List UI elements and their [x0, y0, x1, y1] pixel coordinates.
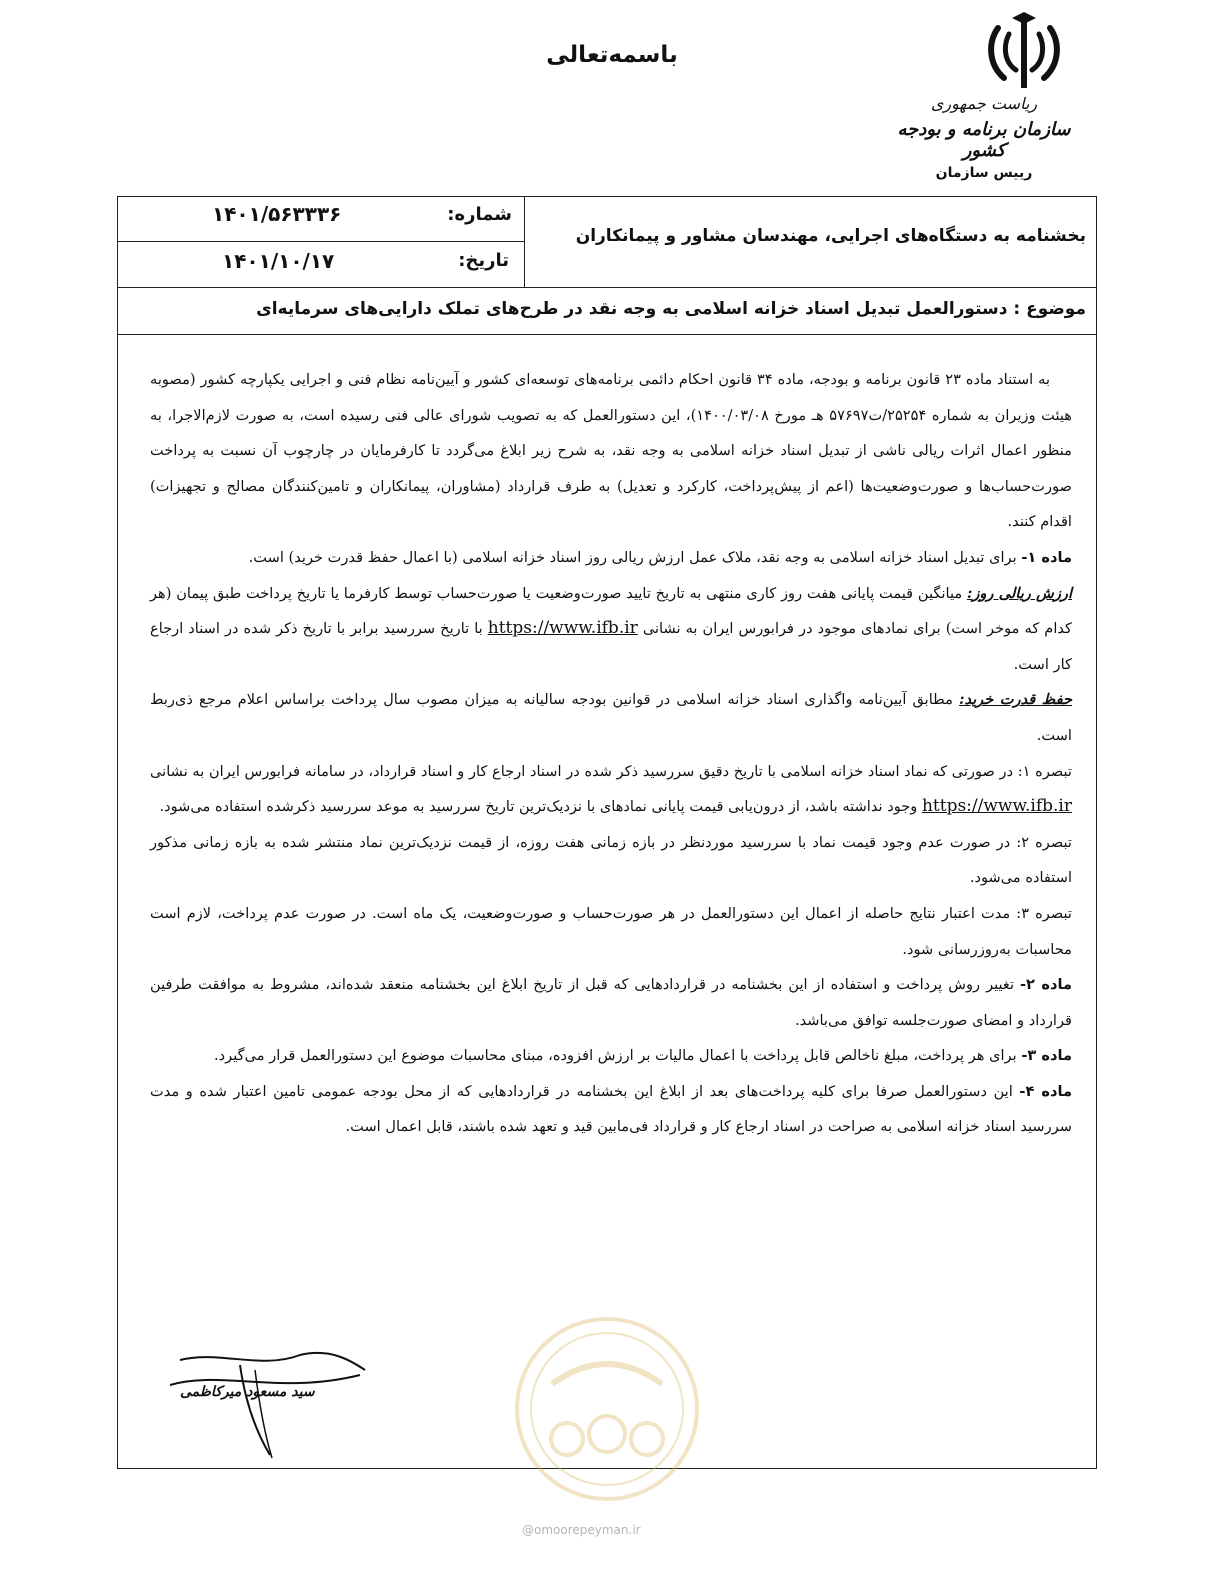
definition-rial-value-text: میانگین قیمت پایانی هفت روز کاری منتهی به تاریخ تایید صورت‌وضعیت یا صورت‌حساب توسط کارفرما یا تاریخ پرداخت طبق پیمان (هر کدام که موخر است) برای نمادهای موجود در فرابورس ایران به نشانی	[150, 584, 1072, 638]
date-value: ۱۴۰۱/۱۰/۱۷	[222, 249, 335, 273]
article-2-text: تغییر روش پرداخت و استفاده از این بخشنامه در قراردادهایی که قبل از تاریخ ابلاغ این بخشنامه منعقد شده‌اند، مشروط به موافقت طرفین قرارداد و امضای صورت‌جلسه توافق می‌باشد.	[150, 976, 1072, 1029]
article-2	[150, 967, 1072, 1038]
article-3	[150, 1038, 1072, 1074]
article-2-label: ماده ۲-	[1019, 976, 1072, 994]
definition-rial-value-term: ارزش ریالی روز:	[966, 584, 1072, 602]
ifb-link-2[interactable]: https://www.ifb.ir	[921, 796, 1072, 817]
date-label: تاریخ:	[458, 250, 509, 271]
note-2: تبصره ۲: در صورت عدم وجود قیمت نماد با سررسید موردنظر در بازه زمانی هفت روزه، از قیمت نزدیک‌ترین نماد منتشر شده به بازه زمانی مذکور استفاده می‌شود.	[150, 833, 1072, 887]
signature-icon	[160, 1340, 380, 1460]
intro-paragraph: به استناد ماده ۲۳ قانون برنامه و بودجه، ماده ۳۴ قانون احکام دائمی برنامه‌های توسعه‌ای کشور و آیین‌نامه نظام فنی و اجرایی یکپارچه کشور (مصوبه هیئت وزیران به شماره ۲۵۲۵۴/ت۵۷۶۹۷ هـ مورخ ۱۴۰۰/۰۳/۰۸)، این دستورالعمل که به تصویب شورای عالی فنی رسیده است، به صورت لازم‌الاجرا، به منظور اعمال اثرات ریالی ناشی از تبدیل اسناد خزانه اسلامی به وجه نقد، به شرح زیر ابلاغ می‌گردد تا کارفرمایان در چارچوب آن نسبت به پرداخت صورت‌حساب‌ها و صورت‌وضعیت‌ها (اعم از پیش‌پرداخت، کارکرد و تعدیل) به طرف قرارداد (مشاوران، پیمانکاران و تامین‌کنندگان مصالح و تجهیزات) اقدام کنند.	[150, 371, 1072, 531]
article-3-label: ماده ۳-	[1021, 1047, 1072, 1065]
note-3: تبصره ۳: مدت اعتبار نتایج حاصله از اعمال این دستورالعمل در هر صورت‌حساب و صورت‌وضعیت، یک ماه است. در صورت عدم پرداخت، لازم است محاسبات به‌روزرسانی شود.	[150, 904, 1072, 958]
definition-rial-value	[150, 576, 1072, 683]
definition-rial-value-text-end: با تاریخ سررسید برابر با تاریخ ذکر شده در اسناد ارجاع کار است.	[150, 620, 1072, 673]
divider	[117, 334, 1097, 335]
article-3-text: برای هر پرداخت، مبلغ ناخالص قابل پرداخت با اعمال مالیات بر ارزش افزوده، مبنای محاسبات موضوع این دستورالعمل قرار می‌گیرد.	[214, 1047, 1022, 1065]
article-4	[150, 1074, 1072, 1145]
note-1-text-end: وجود نداشته باشد، از درون‌یابی قیمت پایانی نمادهای با نزدیک‌ترین تاریخ سررسید به موعد سررسید ذکرشده استفاده می‌شود.	[159, 798, 922, 816]
number-label: شماره:	[447, 204, 512, 225]
number-value: ۱۴۰۱/۵۶۳۳۳۶	[212, 202, 342, 226]
note-1	[150, 754, 1072, 825]
iran-emblem-icon	[984, 12, 1064, 94]
divider	[117, 241, 524, 242]
definition-purchasing-power-term: حفظ قدرت خرید:	[959, 691, 1072, 709]
invocation-heading: باسمه‌تعالی	[546, 42, 678, 68]
document-body	[150, 362, 1072, 1145]
seal-watermark-icon	[512, 1314, 702, 1504]
article-4-text: این دستورالعمل صرفا برای کلیه پرداخت‌های بعد از ابلاغ این بخشنامه در قراردادهایی که از محل بودجه عمومی تامین اعتبار شده و مدت سررسید اسناد خزانه اسلامی به صراحت در اسناد ارجاع کار و قرارداد فی‌مابین قید و تعهد شده باشند، قابل اعمال است.	[150, 1082, 1072, 1136]
divider	[117, 287, 1097, 288]
article-1	[150, 540, 1072, 576]
subject-line: موضوع : دستورالعمل تبدیل اسناد خزانه اسلامی به وجه نقد در طرح‌های تملک دارایی‌های سرمایه‌ای	[256, 299, 1086, 319]
signer-name: سید مسعود میرکاظمی	[180, 1384, 315, 1400]
ifb-link[interactable]: https://www.ifb.ir	[487, 618, 638, 639]
note-1-text: تبصره ۱: در صورتی که نماد اسناد خزانه اسلامی با تاریخ دقیق سررسید ذکر شده در اسناد ارجاع کار و اسناد قرارداد، در سامانه فرابورس ایران به نشانی	[150, 762, 1072, 780]
divider	[524, 196, 525, 287]
org-presidency: ریاست جمهوری	[930, 94, 1038, 113]
article-1-label: ماده ۱-	[1021, 548, 1072, 566]
definition-purchasing-power	[150, 682, 1072, 753]
definition-purchasing-power-text: مطابق آیین‌نامه واگذاری اسناد خزانه اسلامی در قوانین بودجه سالیانه به میزان مصوب سال پرداخت براساس اعلام مرجع ذی‌ربط است.	[150, 691, 1072, 744]
organization-block	[894, 94, 1074, 181]
addressee: بخشنامه به دستگاه‌های اجرایی، مهندسان مشاور و پیمانکاران	[575, 226, 1086, 246]
org-name: سازمان برنامه و بودجه کشور	[897, 119, 1071, 161]
org-head-title: رییس سازمان	[935, 165, 1033, 181]
footer-watermark: @omoorepeyman.ir	[522, 1523, 641, 1537]
article-1-text: برای تبدیل اسناد خزانه اسلامی به وجه نقد، ملاک عمل ارزش ریالی روز اسناد خزانه اسلامی (با اعمال حفظ قدرت خرید) است.	[248, 548, 1022, 566]
article-4-label: ماده ۴-	[1019, 1082, 1073, 1100]
